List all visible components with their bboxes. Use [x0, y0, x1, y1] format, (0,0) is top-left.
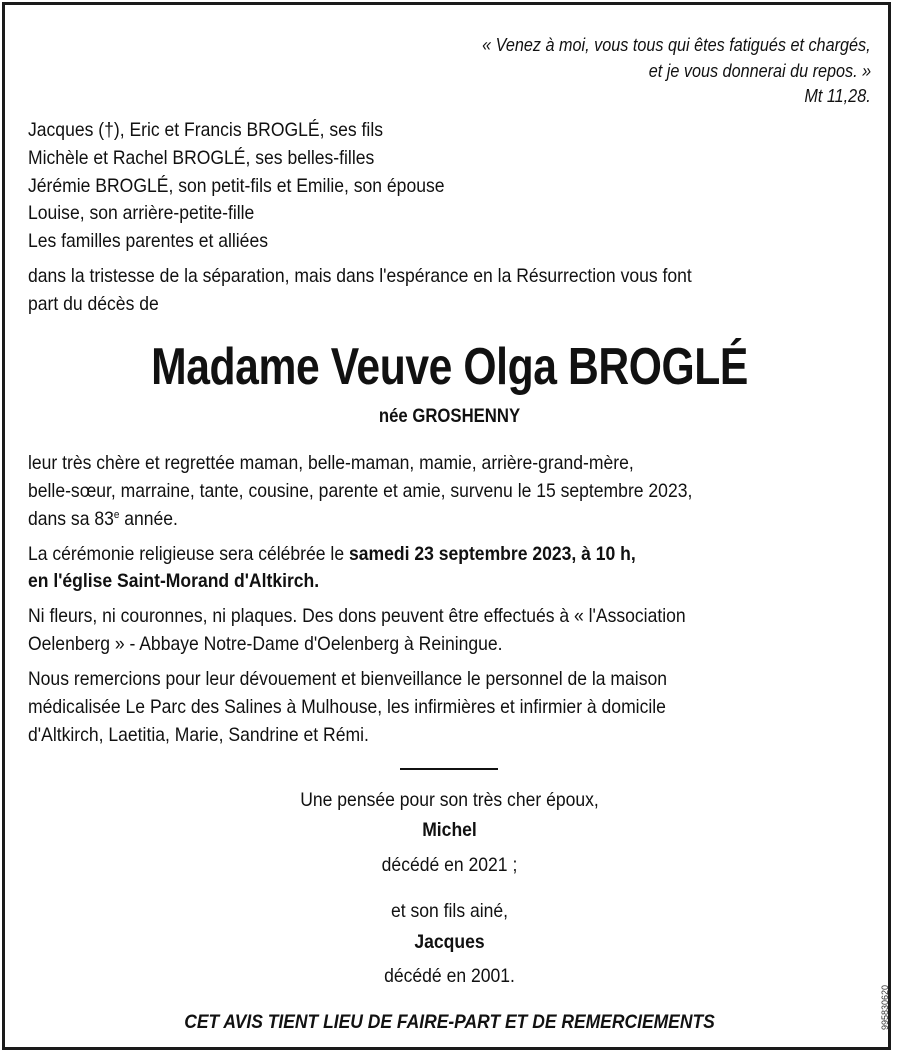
family-line: Jérémie BROGLÉ, son petit-fils et Emilie, son épouse: [28, 175, 445, 197]
intro-line-2: part du décès de: [28, 293, 159, 315]
description-age-text: dans sa 83: [28, 508, 114, 530]
donations-line-2: Oelenberg » - Abbaye Notre-Dame d'Oelenberg à Reiningue.: [28, 633, 503, 655]
memorial-name-son: Jacques: [414, 931, 485, 953]
description-line-3: [28, 505, 178, 533]
deceased-name: Madame Veuve Olga BROGLÉ: [151, 338, 748, 396]
memorial-intro-spouse: Une pensée pour son très cher époux,: [300, 789, 599, 811]
footer-notice: CET AVIS TIENT LIEU DE FAIRE-PART ET DE REMERCIEMENTS: [184, 1012, 715, 1033]
intro-line-1: dans la tristesse de la séparation, mais dans l'espérance en la Résurrection vous font: [28, 265, 692, 287]
reference-number: 995830620: [880, 984, 890, 1030]
thanks-line-2: médicalisée Le Parc des Salines à Mulhouse, les infirmières et infirmier à domicile: [28, 696, 666, 718]
donations-line-1: Ni fleurs, ni couronnes, ni plaques. Des dons peuvent être effectués à « l'Association: [28, 605, 686, 627]
family-line: Louise, son arrière-petite-fille: [28, 202, 255, 224]
description-line-1: leur très chère et regrettée maman, belle-maman, mamie, arrière-grand-mère,: [28, 452, 634, 474]
thanks-line-3: d'Altkirch, Laetitia, Marie, Sandrine et Rémi.: [28, 724, 369, 746]
family-line: Jacques (†), Eric et Francis BROGLÉ, ses fils: [28, 119, 384, 141]
family-line: Les familles parentes et alliées: [28, 230, 268, 252]
ordinal-superscript: e: [113, 509, 120, 521]
thanks-line-1: Nous remercions pour leur dévouement et bienveillance le personnel de la maison: [28, 668, 667, 690]
ceremony-intro: La cérémonie religieuse sera célébrée le: [28, 543, 349, 565]
family-line: Michèle et Rachel BROGLÉ, ses belles-filles: [28, 147, 375, 169]
bible-quote-reference: Mt 11,28.: [804, 86, 871, 106]
memorial-name-spouse: Michel: [422, 819, 477, 841]
bible-quote-line-1: « Venez à moi, vous tous qui êtes fatigués et chargés,: [482, 35, 871, 55]
separator-rule: [400, 768, 498, 770]
maiden-name: née GROSHENNY: [378, 406, 521, 427]
memorial-date-son: décédé en 2001.: [384, 965, 515, 987]
description-year-word: année.: [119, 508, 178, 530]
memorial-intro-son: et son fils ainé,: [390, 900, 509, 922]
bible-quote-line-2: et je vous donnerai du repos. »: [648, 61, 871, 81]
ceremony-line-1: [28, 540, 636, 568]
ceremony-place: en l'église Saint-Morand d'Altkirch.: [28, 570, 320, 592]
memorial-date-spouse: décédé en 2021 ;: [381, 854, 518, 876]
ceremony-date: samedi 23 septembre 2023, à 10 h,: [348, 543, 636, 565]
description-line-2: belle-sœur, marraine, tante, cousine, parente et amie, survenu le 15 septembre 2023,: [28, 480, 693, 502]
